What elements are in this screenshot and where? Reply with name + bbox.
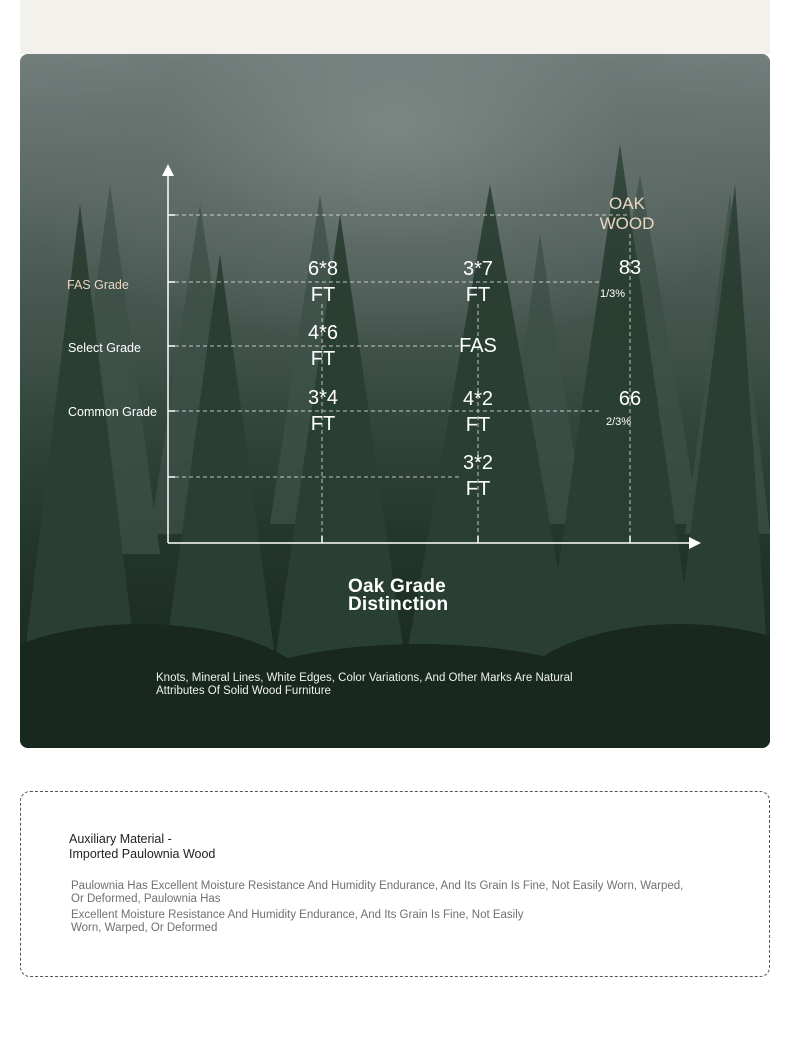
cell-c1-fas (288, 256, 358, 308)
auxiliary-material-title (69, 832, 215, 862)
cell-unit: FT (310, 348, 336, 370)
description-line: Paulownia Has Excellent Moisture Resistance And Humidity Endurance, And Its Grain Is Fine, Not Easily Worn, Warped, (71, 880, 684, 892)
row-label-common: Common Grade (68, 405, 157, 419)
auxiliary-material-card (20, 791, 770, 977)
cell-c1-select (288, 320, 358, 372)
description-paragraph-1 (71, 880, 721, 906)
cell-c3-fas-note: 1/3% (600, 288, 626, 300)
description-line: Or Deformed, Paulownia Has (71, 893, 221, 905)
cell-value: 3*2 (462, 452, 494, 474)
cell-value: 3*7 (462, 258, 494, 280)
cell-unit: FT (465, 284, 491, 306)
auxiliary-material-description (71, 880, 721, 938)
description-line: Excellent Moisture Resistance And Humidity Endurance, And Its Grain Is Fine, Not Easily (71, 909, 524, 921)
diagram-title-line-2: Distinction (348, 594, 449, 615)
cell-unit: FT (310, 413, 336, 435)
oak-wood-header (592, 194, 662, 234)
cell-c3-common: 66 (618, 388, 642, 410)
info-title-line-2: Imported Paulownia Wood (69, 847, 216, 861)
cell-c2-select: FAS (459, 335, 497, 357)
cell-c1-common (288, 385, 358, 437)
oak-wood-line-1: OAK (609, 194, 645, 213)
description-line: Worn, Warped, Or Deformed (71, 922, 218, 934)
oak-wood-line-2: WOOD (599, 214, 655, 233)
grade-diagram (20, 54, 770, 748)
info-title-line-1: Auxiliary Material - (69, 832, 172, 846)
row-label-select: Select Grade (68, 341, 141, 355)
cell-value: 4*6 (307, 322, 339, 344)
forest-background-panel (20, 54, 770, 748)
natural-marks-footnote (156, 672, 616, 698)
cell-unit: FT (465, 414, 491, 436)
cell-c3-fas: 83 (618, 257, 642, 279)
y-axis-arrow (162, 164, 174, 176)
x-axis-arrow (689, 537, 701, 549)
description-paragraph-2 (71, 909, 721, 935)
footnote-line-2: Attributes Of Solid Wood Furniture (156, 685, 331, 697)
cell-c2-bottom (443, 450, 513, 502)
cell-value: 6*8 (307, 258, 339, 280)
cell-c3-common-note: 2/3% (606, 416, 632, 428)
cell-value: 3*4 (307, 387, 339, 409)
footnote-line-1: Knots, Mineral Lines, White Edges, Color Variations, And Other Marks Are Natural (156, 672, 573, 684)
diagram-title (348, 578, 448, 614)
cell-value: 4*2 (462, 388, 494, 410)
cell-unit: FT (310, 284, 336, 306)
cell-c2-common (443, 386, 513, 438)
cell-unit: FT (465, 478, 491, 500)
cell-c2-fas (443, 256, 513, 308)
diagram-title-line-1: Oak Grade (348, 576, 446, 597)
row-label-fas: FAS Grade (67, 278, 129, 292)
top-banner-strip (20, 0, 770, 54)
